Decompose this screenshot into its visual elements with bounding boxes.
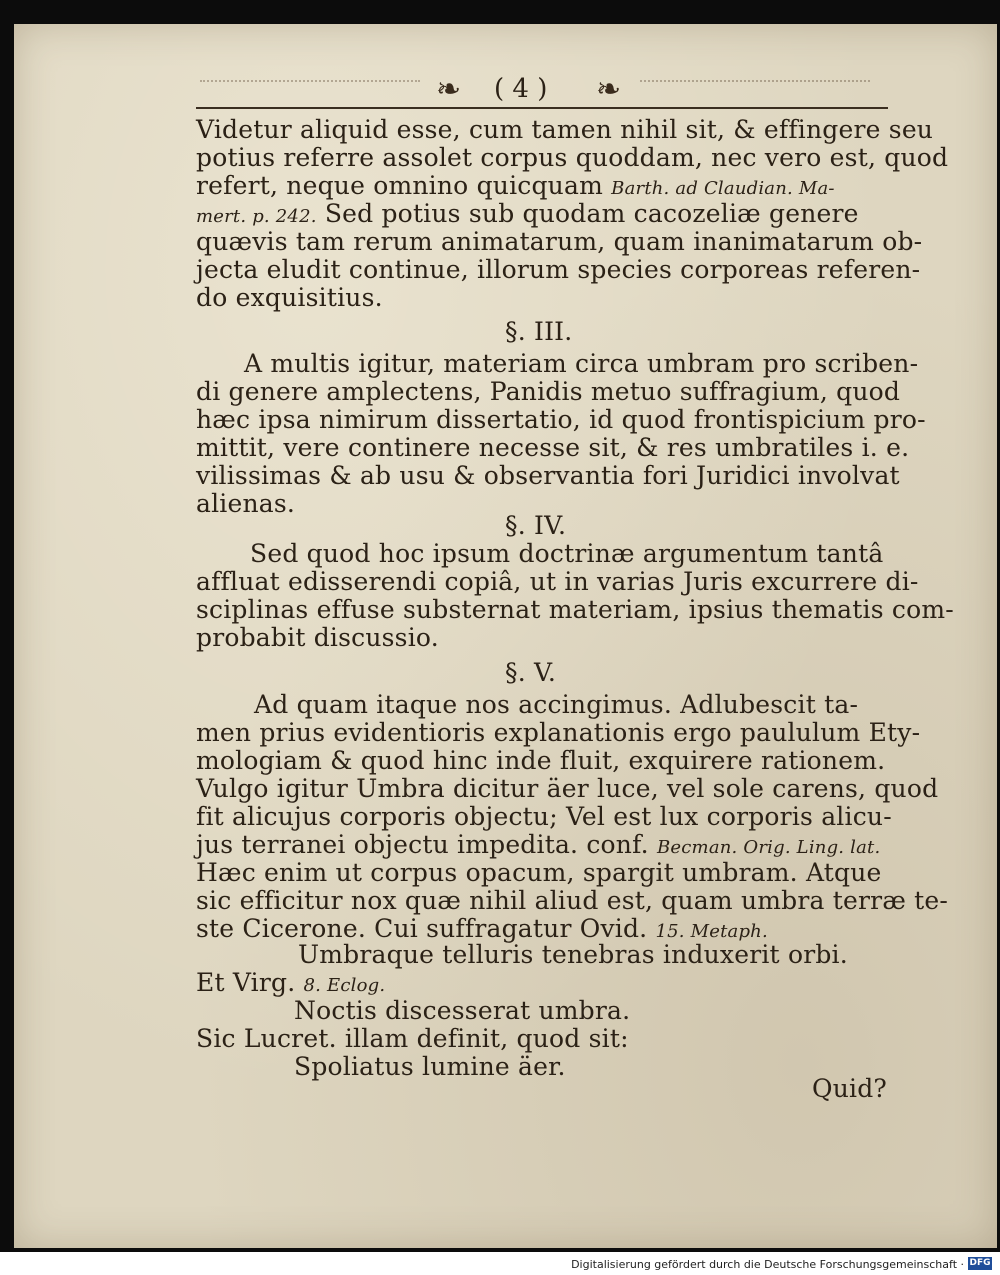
body-line: Vulgo igitur Umbra dicitur äer luce, vel sole carens, quod [196, 774, 939, 803]
body-line: mittit, vere continere necesse sit, & res umbratiles i. e. [196, 433, 910, 462]
body-line: Et Virg. 8. Eclog. [196, 968, 386, 997]
body-line: hæc ipsa nimirum dissertatio, id quod frontispicium pro- [196, 405, 926, 434]
body-line: Videtur aliquid esse, cum tamen nihil sit, & effingere seu [196, 115, 934, 144]
body-line: refert, neque omnino quicquam Barth. ad Claudian. Ma- [196, 171, 835, 200]
page-number: ( 4 ) [494, 74, 548, 104]
body-line: Sic Lucret. illam definit, quod sit: [196, 1024, 629, 1053]
citation: Barth. ad Claudian. Ma- [611, 178, 835, 199]
body-line: mologiam & quod hinc inde fluit, exquirere rationem. [196, 746, 886, 775]
body-line: di genere amplectens, Panidis metuo suffragium, quod [196, 377, 901, 406]
body-line: mert. p. 242. Sed potius sub quodam cacozeliæ genere [196, 199, 859, 228]
body-line: alienas. [196, 489, 296, 518]
body-line: probabit discussio. [196, 623, 439, 652]
body-line: quævis tam rerum animatarum, quam inanimatarum ob- [196, 227, 923, 256]
header-rule [196, 107, 888, 109]
dfg-logo-icon: DFG [969, 1258, 991, 1268]
ornament-right-icon: ❧ [596, 72, 622, 107]
digitization-credit: Digitalisierung gefördert durch die Deutsche Forschungsgemeinschaft · [571, 1258, 964, 1271]
header-decoration-right [640, 80, 870, 96]
header-decoration-left [200, 80, 420, 96]
catchword: Quid? [812, 1074, 887, 1103]
body-line: jecta eludit continue, illorum species corporeas referen- [196, 255, 921, 284]
verse-quote: Umbraque telluris tenebras induxerit orbi. [298, 940, 848, 969]
body-line: vilissimas & ab usu & observantia fori Juridici involvat [196, 461, 900, 490]
body-line: potius referre assolet corpus quoddam, nec vero est, quod [196, 143, 949, 172]
body-line: Sed quod hoc ipsum doctrinæ argumentum tantâ [250, 539, 884, 568]
ornament-left-icon: ❧ [436, 72, 462, 107]
body-line: affluat edisserendi copiâ, ut in varias Juris excurrere di- [196, 567, 919, 596]
citation: Becman. Orig. Ling. lat. [656, 837, 881, 858]
body-line: men prius evidentioris explanationis ergo paululum Ety- [196, 718, 921, 747]
citation: 15. Metaph. [655, 921, 768, 942]
body-line: do exquisitius. [196, 283, 383, 312]
verse-quote: Noctis discesserat umbra. [294, 996, 631, 1025]
verse-quote: Spoliatus lumine äer. [294, 1052, 566, 1081]
body-line: ste Cicerone. Cui suffragatur Ovid. 15. Metaph. [196, 914, 768, 943]
citation: 8. Eclog. [303, 975, 386, 996]
section-heading: §. V. [505, 658, 557, 687]
body-line: fit alicujus corporis objectu; Vel est lux corporis alicu- [196, 802, 892, 831]
body-line: A multis igitur, materiam circa umbram pro scriben- [244, 349, 919, 378]
body-line: jus terranei objectu impedita. conf. Becman. Orig. Ling. lat. [196, 830, 881, 859]
body-line: sic efficitur nox quæ nihil aliud est, quam umbra terræ te- [196, 886, 949, 915]
section-heading: §. IV. [505, 511, 567, 540]
body-line: Hæc enim ut corpus opacum, spargit umbram. Atque [196, 858, 882, 887]
citation: mert. p. 242. [196, 206, 317, 227]
body-line: sciplinas effuse substernat materiam, ipsius thematis com- [196, 595, 954, 624]
section-heading: §. III. [505, 317, 573, 346]
body-line: Ad quam itaque nos accingimus. Adlubescit ta- [254, 690, 859, 719]
